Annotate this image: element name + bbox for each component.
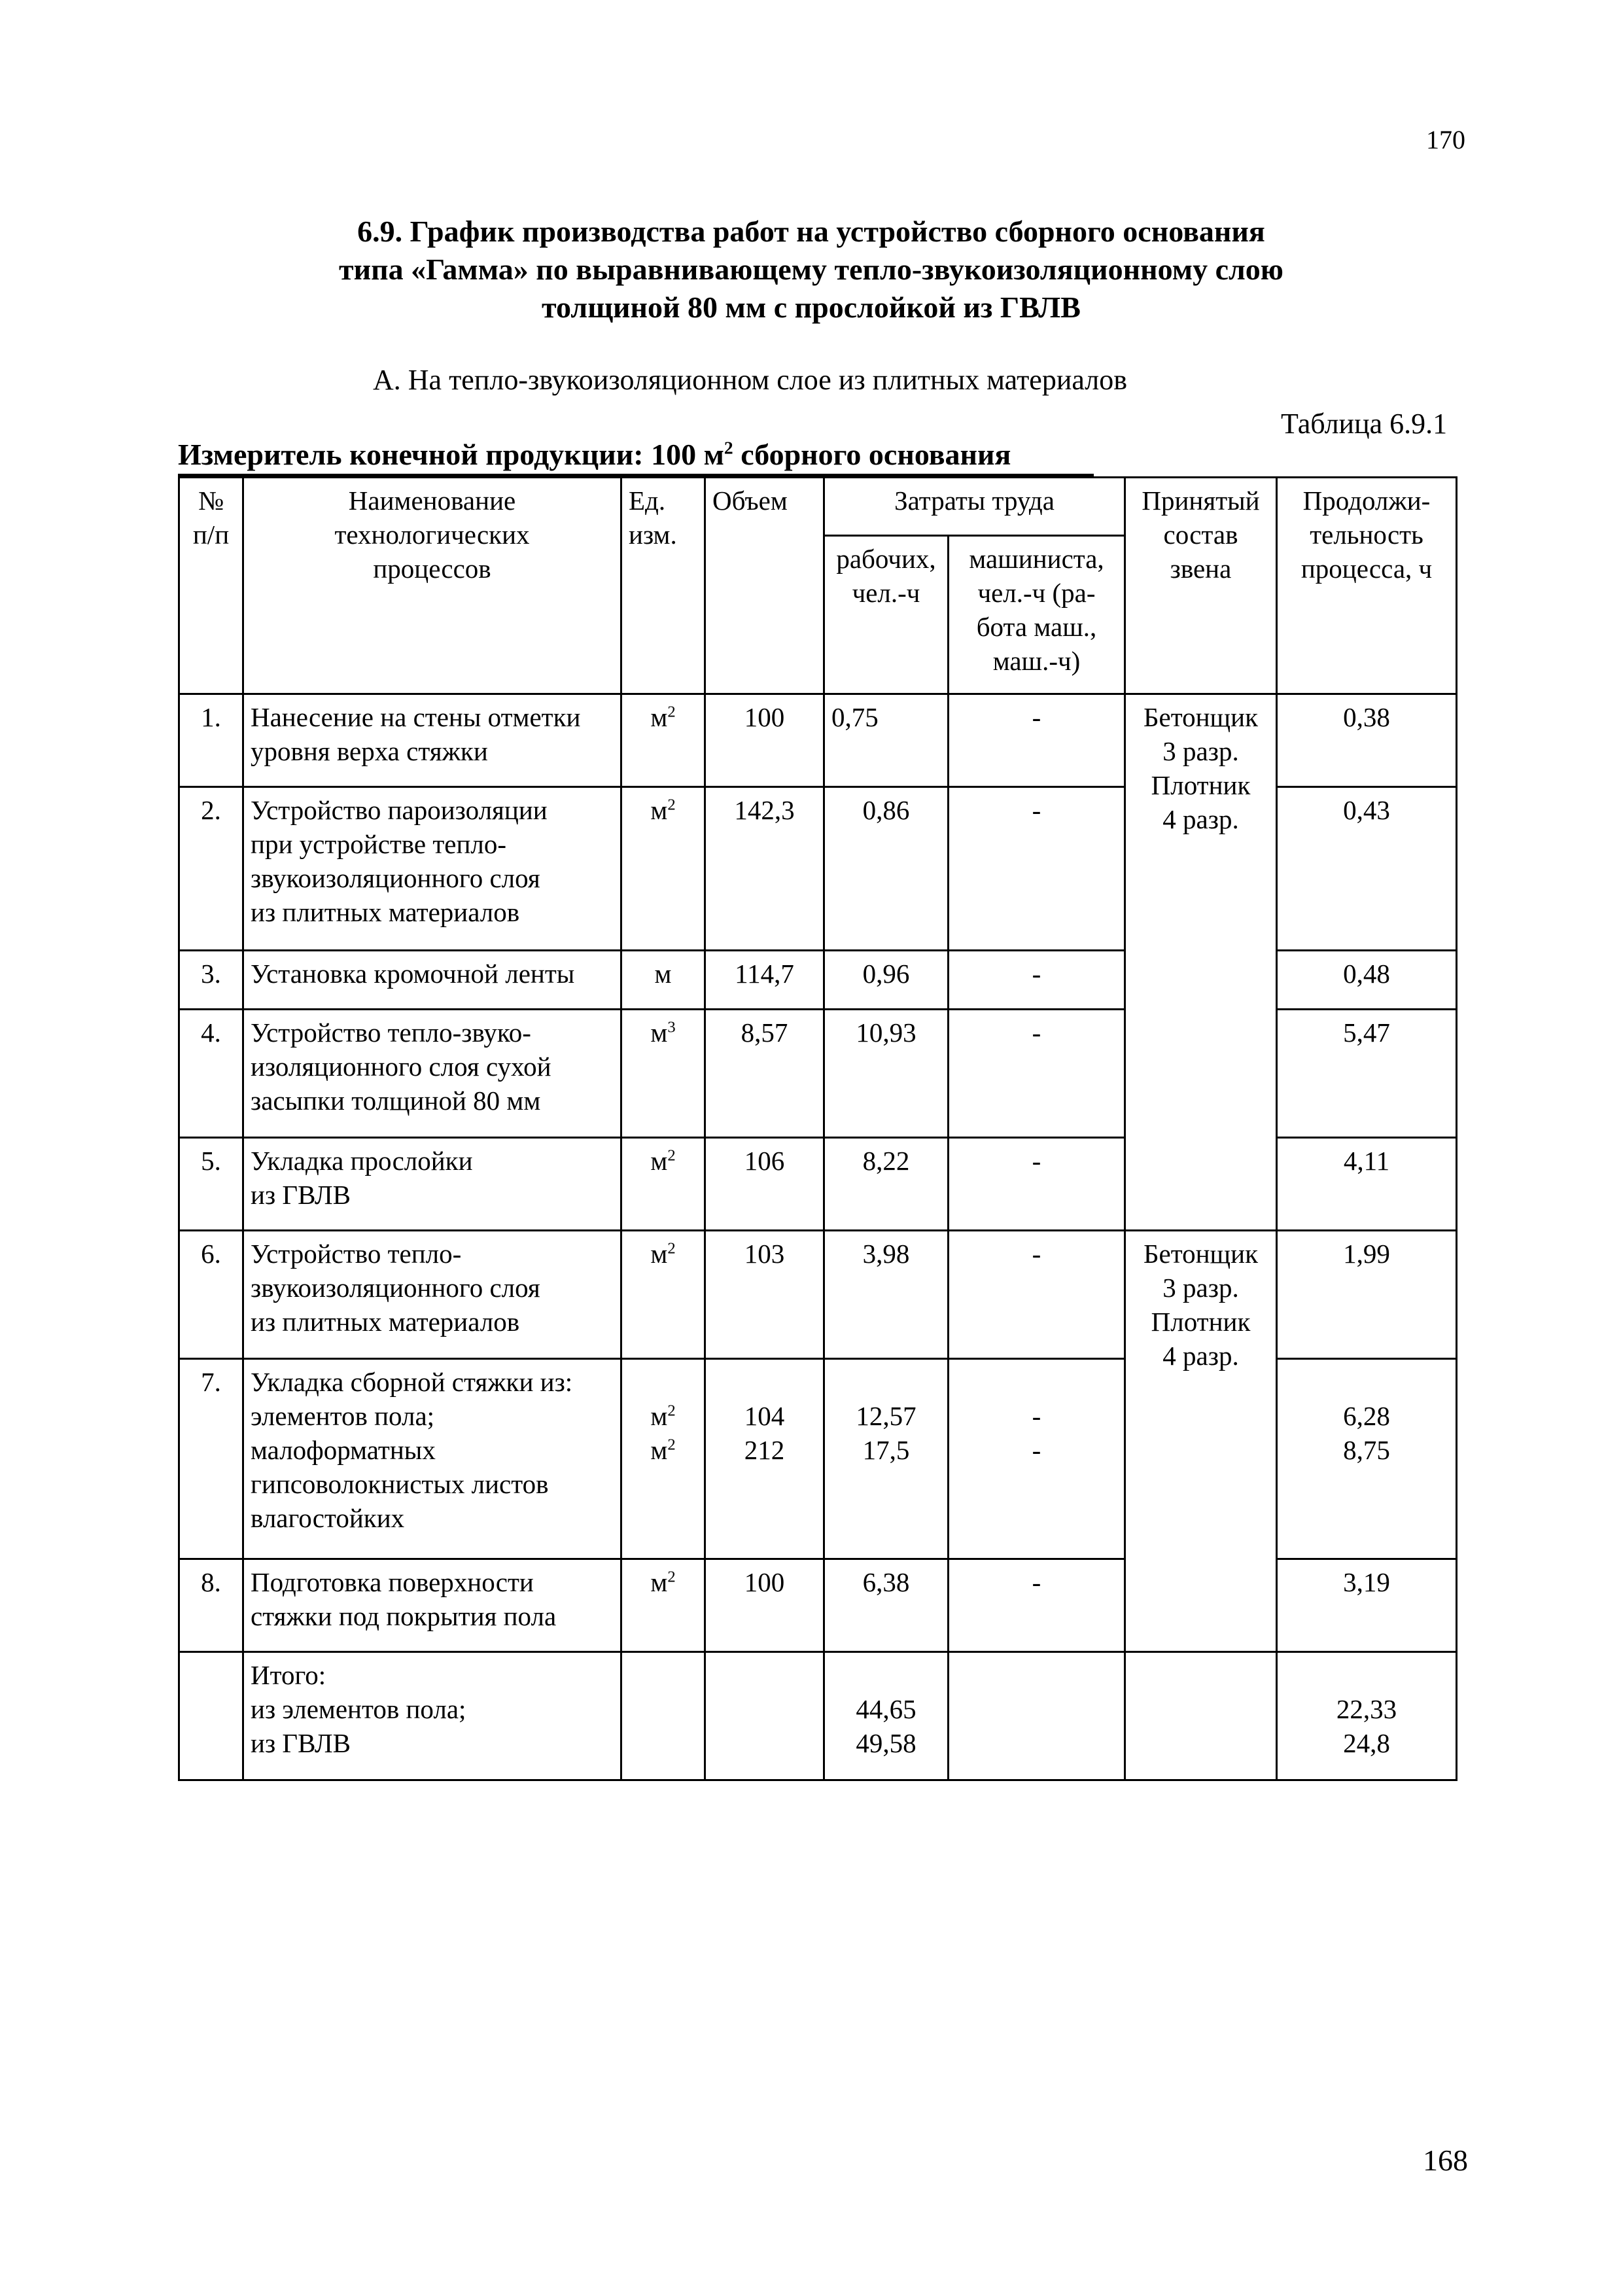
row-machinist: - — [949, 951, 1125, 1010]
total-unit — [621, 1652, 705, 1780]
row-duration: 0,38 — [1277, 694, 1457, 787]
measure-prefix: Измеритель конечной продукции: 100 м — [178, 438, 724, 471]
header-workers: рабочих, чел.-ч — [824, 536, 949, 694]
row-unit: $м^3$ — [621, 1010, 705, 1138]
crew-group-1: Бетонщик 3 разр. Плотник 4 разр. — [1125, 694, 1277, 1231]
row-unit: $м^2$ — [621, 787, 705, 951]
total-volume — [705, 1652, 824, 1780]
total-machinist — [949, 1652, 1125, 1780]
total-duration: 22,33 24,8 — [1277, 1652, 1457, 1780]
total-row — [179, 1652, 1457, 1780]
total-workers: 44,65 49,58 — [824, 1652, 949, 1780]
row-duration: 5,47 — [1277, 1010, 1457, 1138]
header-labor: Затраты труда — [824, 478, 1125, 536]
total-crew — [1125, 1652, 1277, 1780]
header-row — [179, 478, 1457, 536]
row-duration: 4,11 — [1277, 1138, 1457, 1231]
row-machinist: - — [949, 694, 1125, 787]
row-name: Устройство тепло- звукоизоляционного слоя из плитных материалов — [243, 1231, 621, 1359]
row-workers: 0,75 — [824, 694, 949, 787]
title-line: 6.9. График производства работ на устройство сборного основания — [357, 215, 1265, 248]
title-line: типа «Гамма» по выравнивающему тепло-звукоизоляционному слою — [339, 253, 1283, 286]
row-unit: $м^2$ — [621, 1559, 705, 1652]
row-name: Нанесение на стены отметки уровня верха стяжки — [243, 694, 621, 787]
total-num — [179, 1652, 243, 1780]
row-volume: 114,7 — [705, 951, 824, 1010]
row-workers: 12,57 17,5 — [824, 1359, 949, 1559]
measure-suffix: сборного основания — [733, 438, 1011, 471]
row-workers: 8,22 — [824, 1138, 949, 1231]
row-machinist: - — [949, 1138, 1125, 1231]
row-machinist: - — [949, 1231, 1125, 1359]
row-workers: 3,98 — [824, 1231, 949, 1359]
header-unit: Ед. изм. — [621, 478, 705, 694]
row-machinist: - — [949, 1559, 1125, 1652]
row-volume: 100 — [705, 1559, 824, 1652]
header-volume: Объем — [705, 478, 824, 694]
row-duration: 0,43 — [1277, 787, 1457, 951]
table-row — [179, 1231, 1457, 1359]
page-number-bottom: 168 — [1423, 2144, 1468, 2177]
row-duration: 1,99 — [1277, 1231, 1457, 1359]
row-machinist: - — [949, 787, 1125, 951]
total-label: Итого: из элементов пола; из ГВЛВ — [243, 1652, 621, 1780]
section-subtitle: А. На тепло-звукоизоляционном слое из плитных материалов — [373, 364, 1128, 396]
title-line: толщиной 80 мм с прослойкой из ГВЛВ — [542, 291, 1081, 324]
measure-sup: 2 — [724, 437, 733, 458]
row-unit: $м^2$ — [621, 1138, 705, 1231]
row-name: Устройство тепло-звуко- изоляционного слоя сухой засыпки толщиной 80 мм — [243, 1010, 621, 1138]
row-machinist: - - — [949, 1359, 1125, 1559]
row-num: 3. — [179, 951, 243, 1010]
row-num: 6. — [179, 1231, 243, 1359]
row-unit: $м^2$ $м^2$ — [621, 1359, 705, 1559]
row-unit: $м^2$ — [621, 1231, 705, 1359]
measure-line — [178, 437, 1011, 472]
header-crew: Принятый состав звена — [1125, 478, 1277, 694]
row-num: 2. — [179, 787, 243, 951]
header-name: Наименование технологических процессов — [243, 478, 621, 694]
header-machinist: машиниста, чел.-ч (ра- бота маш., маш.-ч) — [949, 536, 1125, 694]
row-unit: м — [621, 951, 705, 1010]
row-volume: 8,57 — [705, 1010, 824, 1138]
header-duration: Продолжи- тельность процесса, ч — [1277, 478, 1457, 694]
row-workers: 0,86 — [824, 787, 949, 951]
row-workers: 6,38 — [824, 1559, 949, 1652]
header-num: № п/п — [179, 478, 243, 694]
row-name: Укладка сборной стяжки из: элементов пола; малоформатных гипсоволокнистых листов влагостойких — [243, 1359, 621, 1559]
page-number-top: 170 — [1426, 125, 1465, 154]
row-name: Устройство пароизоляции при устройстве тепло- звукоизоляционного слоя из плитных материалов — [243, 787, 621, 951]
crew-group-2: Бетонщик 3 разр. Плотник 4 разр. — [1125, 1231, 1277, 1652]
row-name: Укладка прослойки из ГВЛВ — [243, 1138, 621, 1231]
row-name: Подготовка поверхности стяжки под покрытия пола — [243, 1559, 621, 1652]
row-num: 1. — [179, 694, 243, 787]
row-name: Установка кромочной ленты — [243, 951, 621, 1010]
row-workers: 10,93 — [824, 1010, 949, 1138]
schedule-table — [178, 476, 1457, 1781]
row-volume: 103 — [705, 1231, 824, 1359]
row-num: 7. — [179, 1359, 243, 1559]
row-duration: 0,48 — [1277, 951, 1457, 1010]
row-volume: 104 212 — [705, 1359, 824, 1559]
row-unit: $м^2$ — [621, 694, 705, 787]
row-volume: 100 — [705, 694, 824, 787]
page-title — [164, 213, 1459, 327]
table-caption: Таблица 6.9.1 — [1281, 408, 1448, 440]
row-volume: 142,3 — [705, 787, 824, 951]
row-num: 5. — [179, 1138, 243, 1231]
row-duration: 3,19 — [1277, 1559, 1457, 1652]
table-row — [179, 694, 1457, 787]
row-workers: 0,96 — [824, 951, 949, 1010]
row-duration: 6,28 8,75 — [1277, 1359, 1457, 1559]
row-num: 4. — [179, 1010, 243, 1138]
row-machinist: - — [949, 1010, 1125, 1138]
row-num: 8. — [179, 1559, 243, 1652]
row-volume: 106 — [705, 1138, 824, 1231]
